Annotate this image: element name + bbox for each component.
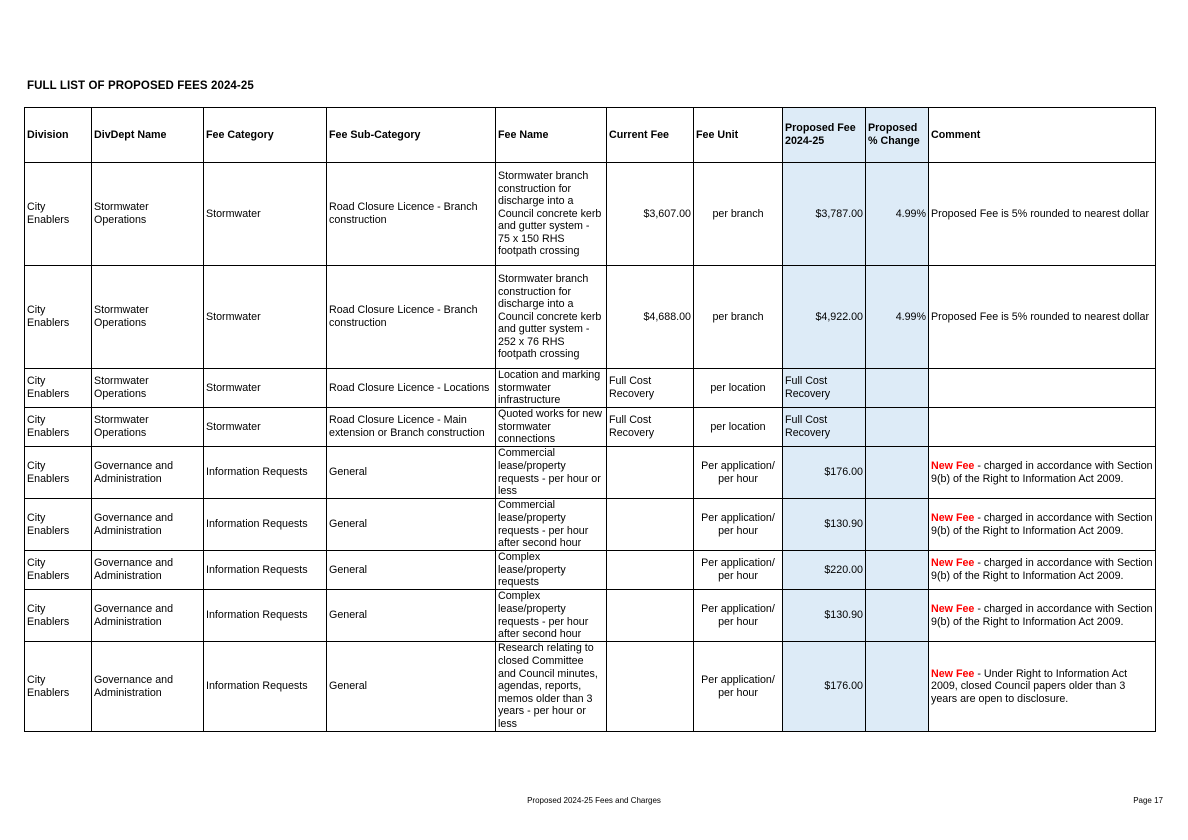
footer-document-title: Proposed 2024-25 Fees and Charges — [527, 796, 661, 805]
cell-fee-category: Information Requests — [204, 499, 327, 551]
page-title: FULL LIST OF PROPOSED FEES 2024-25 — [27, 80, 254, 92]
cell-fee-unit: Per application/ per hour — [694, 551, 783, 590]
table-row — [25, 163, 1156, 266]
cell-divdept-name: Stormwater Operations — [92, 163, 204, 266]
cell-divdept-name: Stormwater Operations — [92, 408, 204, 447]
cell-divdept-name: Governance and Administration — [92, 551, 204, 590]
cell-current-fee — [607, 447, 694, 499]
cell-fee-unit: per branch — [694, 266, 783, 369]
new-fee-label: New Fee — [931, 459, 975, 472]
cell-fee-unit: per branch — [694, 163, 783, 266]
cell-divdept-name: Governance and Administration — [92, 642, 204, 732]
cell-fee-sub-category: Road Closure Licence - Branch construction — [327, 163, 496, 266]
cell-fee-name: Complex lease/property requests - per hour after second hour — [496, 590, 607, 642]
cell-divdept-name: Stormwater Operations — [92, 266, 204, 369]
cell-comment — [929, 642, 1156, 732]
comment-text: - charged in accordance with Section 9(b) of the Right to Information Act 2009. — [931, 557, 1153, 582]
cell-division: City Enablers — [25, 551, 92, 590]
new-fee-label: New Fee — [931, 602, 975, 615]
cell-comment — [929, 447, 1156, 499]
header-divdept-name: DivDept Name — [92, 108, 204, 163]
cell-comment — [929, 266, 1156, 369]
cell-fee-unit: per location — [694, 408, 783, 447]
cell-proposed-change — [866, 499, 929, 551]
cell-division: City Enablers — [25, 266, 92, 369]
cell-fee-unit: Per application/ per hour — [694, 499, 783, 551]
cell-comment — [929, 408, 1156, 447]
table-row — [25, 499, 1156, 551]
cell-fee-category: Stormwater — [204, 266, 327, 369]
cell-division: City Enablers — [25, 590, 92, 642]
header-proposed-fee: Proposed Fee 2024-25 — [783, 108, 866, 163]
cell-proposed-fee: Full Cost Recovery — [783, 408, 866, 447]
cell-comment — [929, 163, 1156, 266]
footer-page-number: Page 17 — [1133, 796, 1163, 805]
cell-division: City Enablers — [25, 369, 92, 408]
cell-proposed-change — [866, 369, 929, 408]
cell-divdept-name: Governance and Administration — [92, 590, 204, 642]
comment-text: - charged in accordance with Section 9(b) of the Right to Information Act 2009. — [931, 602, 1153, 628]
cell-division: City Enablers — [25, 163, 92, 266]
fees-table-body — [25, 163, 1156, 732]
header-fee-sub-category: Fee Sub-Category — [327, 108, 496, 163]
cell-proposed-fee: Full Cost Recovery — [783, 369, 866, 408]
cell-current-fee — [607, 642, 694, 732]
cell-current-fee: $3,607.00 — [607, 163, 694, 266]
table-row — [25, 369, 1156, 408]
cell-current-fee — [607, 499, 694, 551]
cell-proposed-change — [866, 590, 929, 642]
comment-text: - Under Right to Information Act 2009, closed Council papers older than 3 years are open to disclosure. — [931, 667, 1128, 705]
cell-proposed-fee: $176.00 — [783, 642, 866, 732]
comment-text: - charged in accordance with Section 9(b) of the Right to Information Act 2009. — [931, 511, 1153, 537]
cell-division: City Enablers — [25, 447, 92, 499]
cell-fee-category: Information Requests — [204, 551, 327, 590]
table-header-row — [25, 108, 1156, 163]
cell-current-fee — [607, 590, 694, 642]
header-fee-category: Fee Category — [204, 108, 327, 163]
new-fee-label: New Fee — [931, 511, 975, 524]
cell-fee-name: Location and marking stormwater infrastructure — [496, 369, 607, 408]
fees-table — [24, 107, 1156, 732]
cell-divdept-name: Governance and Administration — [92, 499, 204, 551]
cell-divdept-name: Governance and Administration — [92, 447, 204, 499]
cell-comment — [929, 590, 1156, 642]
new-fee-label: New Fee — [931, 667, 975, 680]
cell-fee-sub-category: Road Closure Licence - Branch construction — [327, 266, 496, 369]
cell-division: City Enablers — [25, 642, 92, 732]
header-proposed-change: Proposed % Change — [866, 108, 929, 163]
cell-fee-sub-category: General — [327, 551, 496, 590]
cell-proposed-fee: $4,922.00 — [783, 266, 866, 369]
cell-fee-unit: Per application/ per hour — [694, 642, 783, 732]
cell-proposed-change: 4.99% — [866, 266, 929, 369]
comment-text: - charged in accordance with Section 9(b) of the Right to Information Act 2009. — [931, 459, 1153, 485]
cell-fee-category: Stormwater — [204, 408, 327, 447]
cell-fee-unit: per location — [694, 369, 783, 408]
cell-proposed-fee: $220.00 — [783, 551, 866, 590]
table-row — [25, 266, 1156, 369]
cell-proposed-change — [866, 642, 929, 732]
cell-fee-unit: Per application/ per hour — [694, 590, 783, 642]
cell-current-fee: Full Cost Recovery — [607, 408, 694, 447]
cell-proposed-fee: $3,787.00 — [783, 163, 866, 266]
cell-fee-sub-category: General — [327, 642, 496, 732]
cell-proposed-fee: $130.90 — [783, 590, 866, 642]
table-row — [25, 447, 1156, 499]
header-fee-name: Fee Name — [496, 108, 607, 163]
cell-current-fee — [607, 551, 694, 590]
table-row — [25, 551, 1156, 590]
cell-fee-category: Stormwater — [204, 369, 327, 408]
cell-fee-name: Commercial lease/property requests - per hour after second hour — [496, 499, 607, 551]
header-comment: Comment — [929, 108, 1156, 163]
cell-fee-sub-category: General — [327, 590, 496, 642]
cell-division: City Enablers — [25, 499, 92, 551]
cell-proposed-change — [866, 551, 929, 590]
cell-fee-name: Research relating to closed Committee and Council minutes, agendas, reports, memos older than 3 years - per hour or less — [496, 642, 607, 732]
comment-text: Proposed Fee is 5% rounded to nearest dollar — [931, 310, 1150, 323]
table-row — [25, 408, 1156, 447]
cell-proposed-change — [866, 447, 929, 499]
cell-fee-name: Commercial lease/property requests - per hour or less — [496, 447, 607, 499]
cell-fee-sub-category: General — [327, 499, 496, 551]
header-current-fee: Current Fee — [607, 108, 694, 163]
table-row — [25, 590, 1156, 642]
cell-divdept-name: Stormwater Operations — [92, 369, 204, 408]
cell-fee-name: Quoted works for new stormwater connections — [496, 408, 607, 447]
cell-fee-category: Stormwater — [204, 163, 327, 266]
cell-current-fee: $4,688.00 — [607, 266, 694, 369]
cell-division: City Enablers — [25, 408, 92, 447]
cell-fee-sub-category: Road Closure Licence - Main extension or Branch construction — [327, 408, 496, 447]
cell-proposed-fee: $130.90 — [783, 499, 866, 551]
cell-fee-category: Information Requests — [204, 590, 327, 642]
cell-comment — [929, 551, 1156, 590]
cell-fee-category: Information Requests — [204, 447, 327, 499]
header-fee-unit: Fee Unit — [694, 108, 783, 163]
cell-comment — [929, 499, 1156, 551]
cell-current-fee: Full Cost Recovery — [607, 369, 694, 408]
cell-fee-unit: Per application/ per hour — [694, 447, 783, 499]
comment-text: Proposed Fee is 5% rounded to nearest dollar — [931, 207, 1150, 220]
cell-fee-sub-category: General — [327, 447, 496, 499]
cell-fee-name: Complex lease/property requests — [496, 551, 607, 590]
cell-proposed-fee: $176.00 — [783, 447, 866, 499]
cell-fee-category: Information Requests — [204, 642, 327, 732]
header-division: Division — [25, 108, 92, 163]
cell-comment — [929, 369, 1156, 408]
cell-fee-name: Stormwater branch construction for discharge into a Council concrete kerb and gutter system - 75 x 150 RHS footpath crossing — [496, 163, 607, 266]
table-row — [25, 642, 1156, 732]
cell-fee-name: Stormwater branch construction for discharge into a Council concrete kerb and gutter system - 252 x 76 RHS footpath crossing — [496, 266, 607, 369]
cell-proposed-change — [866, 408, 929, 447]
new-fee-label: New Fee — [931, 557, 975, 570]
cell-fee-sub-category: Road Closure Licence - Locations — [327, 369, 496, 408]
cell-proposed-change: 4.99% — [866, 163, 929, 266]
